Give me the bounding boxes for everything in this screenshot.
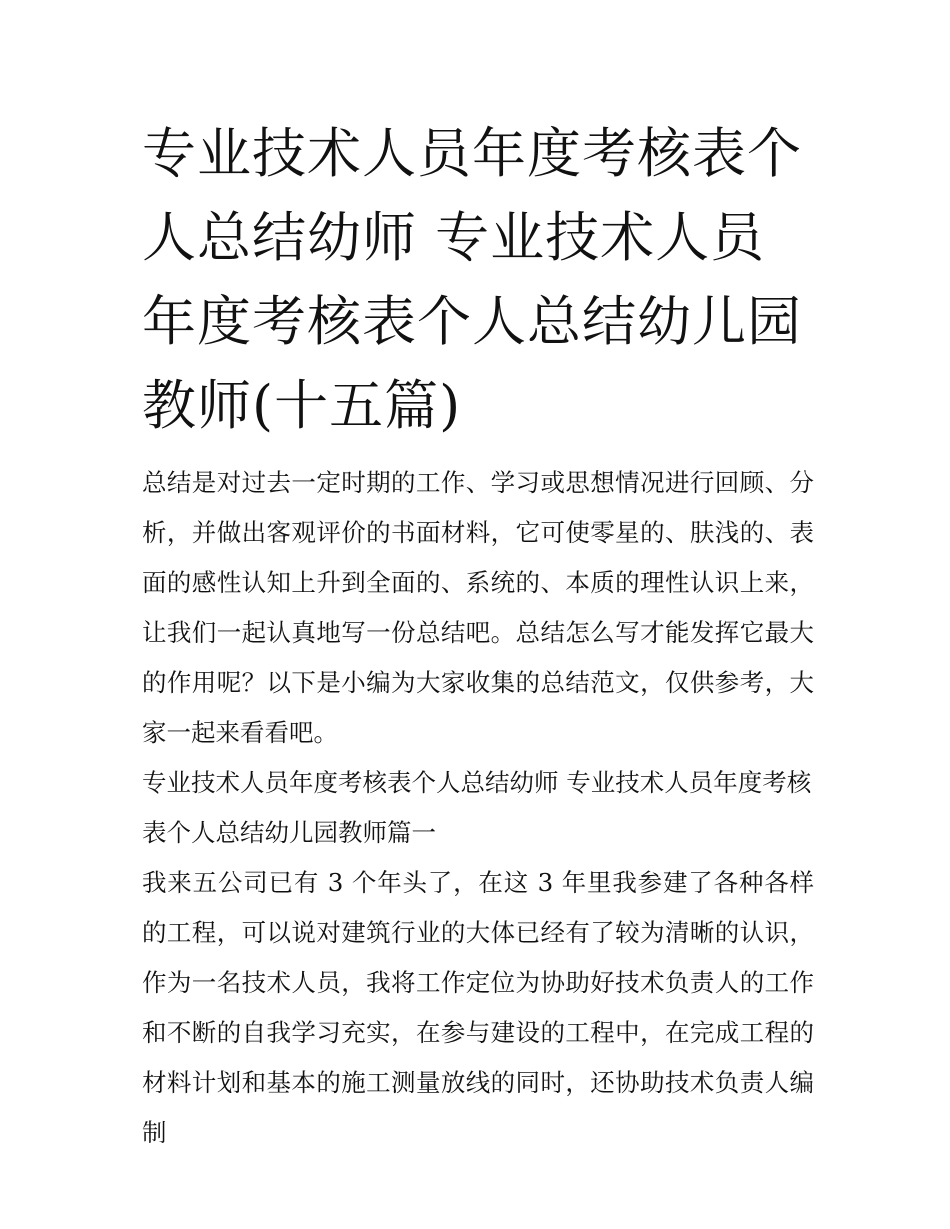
intro-paragraph: 总结是对过去一定时期的工作、学习或思想情况进行回顾、分析，并做出客观评价的书面材料，它可使零星的、肤浅的、表面的感性认知上升到全面的、系统的、本质的理性认识上来，让我们一起认真地写一份总结吧。总结怎么写才能发挥它最大的作用呢？以下是小编为大家收集的总结范文，仅供参考，大家一起来看看吧。	[142, 468, 814, 747]
document-title: 专业技术人员年度考核表个人总结幼师 专业技术人员年度考核表个人总结幼儿园教师(十五篇)	[142, 122, 802, 437]
body-paragraph: 我来五公司已有 3 个年头了，在这 3 年里我参建了各种各样的工程，可以说对建筑行业的大体已经有了较为清晰的认识，作为一名技术人员，我将工作定位为协助好技术负责人的工作和不断的自我学习充实，在参与建设的工程中，在完成工程的材料计划和基本的施工测量放线的同时，还协助技术负责人编制	[142, 868, 814, 1147]
section-heading: 专业技术人员年度考核表个人总结幼师 专业技术人员年度考核表个人总结幼儿园教师篇一	[142, 768, 812, 847]
document-page	[142, 112, 814, 1158]
